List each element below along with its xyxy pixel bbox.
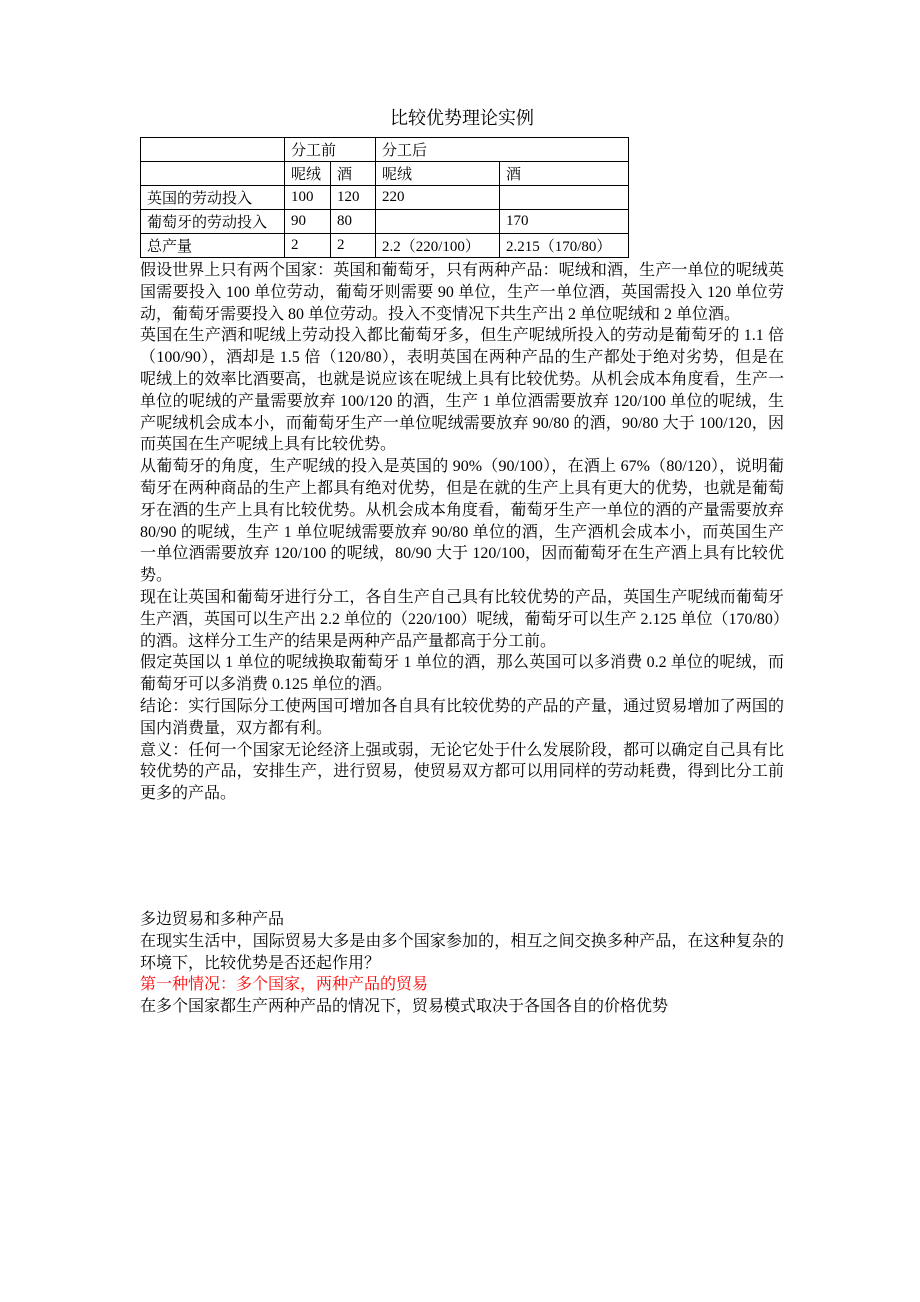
table-row (141, 210, 629, 234)
paragraph-multilateral-intro: 在现实生活中，国际贸易大多是由多个国家参加的，相互之间交换多种产品，在这种复杂的环境下，比较优势是否还起作用？ (140, 932, 784, 972)
table-cell: 100 (285, 186, 331, 210)
table-cell: 220 (376, 186, 500, 210)
table-cell (500, 186, 629, 210)
paragraph-significance: 意义：任何一个国家无论经济上强或弱，无论它处于什么发展阶段，都可以确定自己具有比较优势的产品，安排生产，进行贸易，使贸易双方都可以用同样的劳动耗费，得到比分工前更多的产品。 (140, 741, 784, 803)
paragraph-england-analysis: 英国在生产酒和呢绒上劳动投入都比葡萄牙多，但生产呢绒所投入的劳动是葡萄牙的 1.1 倍（100/90），酒却是 1.5 倍（120/80），表明英国在两种产品的生产都处于绝对劣势，但是在呢绒上的效率比酒要高，也就是说应该在呢绒上具有比较优势。从机会成本角度看，生产一单位的呢绒的产量需要放弃 100/120 的酒，生产 1 单位酒需要放弃 120/100 单位的呢绒，生产呢绒机会成本小，而葡萄牙生产一单位呢绒需要放弃 90/80 的酒，90/80 大于 100/120，因而英国在生产呢绒上具有比较优势。 (140, 327, 784, 454)
paragraph-trade-gains: 假定英国以 1 单位的呢绒换取葡萄牙 1 单位的酒，那么英国可以多消费 0.2 单位的呢绒，而葡萄牙可以多消费 0.125 单位的酒。 (140, 654, 784, 694)
paragraph-portugal-analysis: 从葡萄牙的角度，生产呢绒的投入是英国的 90%（90/100），在酒上 67%（80/120），说明葡萄牙在两种商品的生产上都具有绝对优势，但是在就的生产上具有更大的优势，也就是葡萄牙在酒的生产上具有比较优势。从机会成本角度看，葡萄牙生产一单位的酒的产量需要放弃 80/90 的呢绒，生产 1 单位呢绒需要放弃 90/80 单位的酒，生产酒机会成本小，而英国生产一单位酒需要放弃 120/100 的呢绒，80/90 大于 120/100，因而葡萄牙在生产酒上具有比较优势。 (140, 458, 784, 585)
table-header-row-2 (141, 162, 629, 186)
case1-heading: 第一种情况：多个国家，两种产品的贸易 (140, 976, 429, 994)
section-heading-multilateral-trade: 多边贸易和多种产品 (140, 910, 285, 928)
table-header-before: 分工前 (285, 138, 376, 162)
paragraph-case1-text: 在多个国家都生产两种产品的情况下，贸易模式取决于各国各自的价格优势 (140, 998, 669, 1016)
table-corner-cell (141, 138, 285, 162)
table-subheader-cell: 呢绒 (285, 162, 331, 186)
table-cell: 120 (331, 186, 376, 210)
table-header-after: 分工后 (376, 138, 629, 162)
paragraph-division-of-labor: 现在让英国和葡萄牙进行分工，各自生产自己具有比较优势的产品，英国生产呢绒而葡萄牙生产酒，英国可以生产出 2.2 单位的（220/100）呢绒，葡萄牙可以生产 2.125 单位（170/80） (140, 588, 789, 628)
blank-space (140, 805, 784, 909)
table-header-row-1 (141, 138, 629, 162)
document-title: 比较优势理论实例 (390, 108, 534, 128)
paragraph-conclusion: 结论：实行国际分工使两国可增加各自具有比较优势的产品的产量，通过贸易增加了两国的国内消费量，双方都有利。 (140, 697, 784, 737)
table-cell: 90 (285, 210, 331, 234)
document-content (140, 106, 789, 1018)
table-cell: 2 (285, 234, 331, 258)
table-row-label: 英国的劳动投入 (141, 186, 285, 210)
table-row (141, 234, 629, 258)
document-body (140, 260, 789, 1018)
table-row-label: 葡萄牙的劳动投入 (141, 210, 285, 234)
table-cell: 2.215（170/80） (500, 234, 629, 258)
table-cell: 2 (331, 234, 376, 258)
paragraph-assumptions: 假设世界上只有两个国家：英国和葡萄牙，只有两种产品：呢绒和酒，生产一单位的呢绒英国需要投入 100 单位劳动，葡萄牙则需要 90 单位，生产一单位酒，英国需投入 120 单位劳动，葡萄牙需要投入 80 单位劳动。投入不变情况下共生产出 2 单位呢绒和 2 单位酒。 (140, 262, 784, 323)
paragraph-division-result: 的酒。这样分工生产的结果是两种产品产量都高于分工前。 (140, 632, 557, 650)
table-cell: 2.2（220/100） (376, 234, 500, 258)
comparative-advantage-table (140, 137, 629, 258)
table-subheader-cell: 呢绒 (376, 162, 500, 186)
table-row (141, 186, 629, 210)
table-cell: 170 (500, 210, 629, 234)
table-row-label: 总产量 (141, 234, 285, 258)
table-corner-cell (141, 162, 285, 186)
table-subheader-cell: 酒 (500, 162, 629, 186)
table-cell (376, 210, 500, 234)
table-subheader-cell: 酒 (331, 162, 376, 186)
table-cell: 80 (331, 210, 376, 234)
